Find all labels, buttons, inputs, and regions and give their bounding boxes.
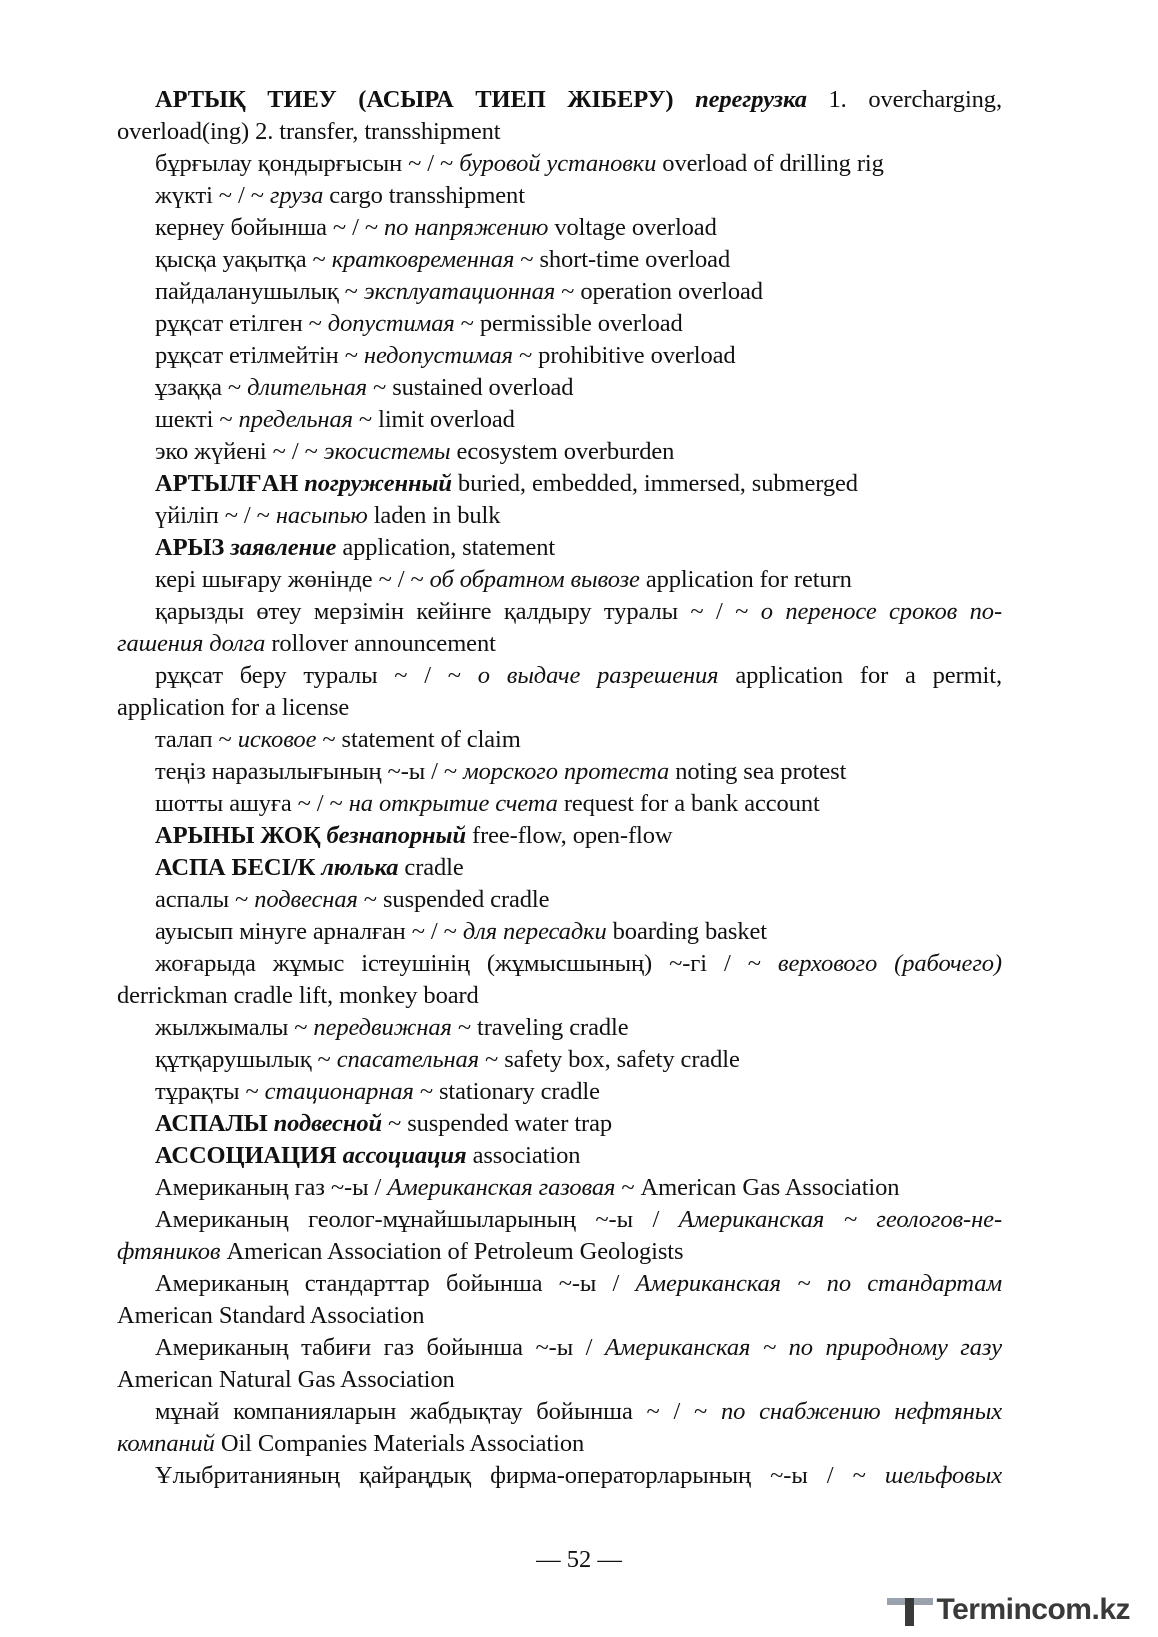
russian-term: шельфовых [884, 1462, 1002, 1489]
text-line [117, 1012, 1002, 1044]
text-line [117, 84, 1002, 116]
text-line [117, 1108, 1002, 1140]
russian-term: компаний [117, 1430, 215, 1457]
russian-term: для пересадки [462, 918, 607, 945]
translation-text: ~ statement of claim [316, 726, 521, 753]
text-line [117, 1428, 1002, 1460]
headword: АССОЦИАЦИЯ [155, 1142, 343, 1169]
text-line [117, 1076, 1002, 1108]
translation-text: boarding basket [606, 918, 767, 945]
translation-text: құтқарушылық ~ [155, 1046, 337, 1073]
russian-headword: перегрузка [695, 86, 807, 113]
text-line [117, 180, 1002, 212]
translation-text: ~ sustained overload [367, 374, 574, 401]
text-line [117, 820, 1002, 852]
russian-headword: ассоциация [342, 1142, 467, 1169]
russian-term: спасательная [336, 1046, 479, 1073]
text-line [117, 404, 1002, 436]
translation-text: rollover announcement [265, 630, 496, 657]
russian-term: фтяников [117, 1238, 221, 1265]
text-line [117, 884, 1002, 916]
text-line [117, 1332, 1002, 1364]
translation-text: buried, embedded, immersed, submerged [451, 470, 858, 497]
watermark-text: Termincom.kz [936, 1593, 1130, 1626]
headword: АРЫНЫ ЖОҚ [155, 822, 327, 849]
text-line [117, 916, 1002, 948]
text-line [117, 724, 1002, 756]
translation-text: cargo transshipment [323, 182, 525, 209]
text-line [117, 948, 1002, 980]
translation-text: кернеу бойынша ~ / ~ [155, 214, 385, 241]
russian-term: подвесная [254, 886, 358, 913]
russian-term: исковое [237, 726, 317, 753]
translation-text: laden in bulk [367, 502, 501, 529]
headword: АРТЫҚ ТИЕУ (АСЫРА ТИЕП ЖІБЕРУ) [155, 86, 696, 113]
text-line [117, 852, 1002, 884]
translation-text: ~ permissible overload [454, 310, 683, 337]
translation-text: бұрғылау қондырғысын ~ / ~ [155, 150, 460, 177]
text-line [117, 244, 1002, 276]
russian-term: Американская газовая [387, 1174, 616, 1201]
text-line [117, 564, 1002, 596]
headword: АРЫЗ [155, 534, 231, 561]
text-line [117, 1236, 1002, 1268]
text-line [117, 756, 1002, 788]
dictionary-entries [117, 84, 1002, 1492]
russian-term: эксплуатационная [363, 278, 556, 305]
translation-text: American Association of Petroleum Geologists [220, 1238, 684, 1265]
text-line [117, 276, 1002, 308]
translation-text: шекті ~ [155, 406, 239, 433]
text-line [117, 1140, 1002, 1172]
russian-term: по снабжению нефтяных [720, 1398, 1002, 1425]
text-line [117, 660, 1002, 692]
translation-text: қысқа уақытқа ~ [155, 246, 332, 273]
translation-text: жоғарыда жұмыс істеушінің (жұмысшының) ~-гі / ~ [155, 950, 778, 977]
translation-text: мұнай компанияларын жабдықтау бойынша ~ / ~ [155, 1398, 721, 1425]
russian-headword: погруженный [304, 470, 452, 497]
text-line [117, 596, 1002, 628]
translation-text: Американың стандарттар бойынша ~-ы / [155, 1270, 636, 1297]
translation-text: ~ stationary cradle [413, 1078, 600, 1105]
translation-text: American Standard Association [117, 1302, 425, 1329]
text-line [117, 1460, 1002, 1492]
translation-text: шотты ашуға ~ / ~ [155, 790, 349, 817]
text-line [117, 692, 1002, 724]
translation-text: рұқсат етілген ~ [155, 310, 328, 337]
text-line [117, 1268, 1002, 1300]
translation-text: қарызды өтеу мерзімін кейінге қалдыру туралы ~ / ~ [155, 598, 761, 625]
translation-text: рұқсат етілмейтін ~ [155, 342, 364, 369]
translation-text: тұрақты ~ [155, 1078, 265, 1105]
russian-term: стационарная [264, 1078, 414, 1105]
translation-text: request for a bank account [557, 790, 820, 817]
russian-term: на открытие счета [348, 790, 558, 817]
russian-term: предельная [238, 406, 353, 433]
russian-term: допустимая [327, 310, 455, 337]
text-line [117, 532, 1002, 564]
russian-term: Американская ~ по стандартам [635, 1270, 1002, 1297]
russian-term: буровой установки [459, 150, 657, 177]
russian-term: насыпью [275, 502, 368, 529]
text-line [117, 340, 1002, 372]
translation-text: ~ operation overload [555, 278, 763, 305]
translation-text: теңіз наразылығының ~-ы / ~ [155, 758, 464, 785]
translation-text: application for return [639, 566, 852, 593]
text-line [117, 1044, 1002, 1076]
translation-text: ~ traveling cradle [451, 1014, 629, 1041]
russian-term: об обратном вывозе [429, 566, 640, 593]
text-line [117, 1172, 1002, 1204]
text-line [117, 628, 1002, 660]
translation-text: 1. overcharging, [806, 86, 1002, 113]
text-line [117, 1204, 1002, 1236]
russian-headword: заявление [230, 534, 337, 561]
text-line [117, 436, 1002, 468]
russian-term: по напряжению [384, 214, 549, 241]
russian-term: о переносе сроков по- [760, 598, 1002, 625]
text-line [117, 1396, 1002, 1428]
translation-text: пайдаланушылық ~ [155, 278, 364, 305]
text-line [117, 148, 1002, 180]
translation-text: ecosystem overburden [450, 438, 675, 465]
text-line [117, 788, 1002, 820]
russian-term: гашения долга [117, 630, 266, 657]
text-line [117, 500, 1002, 532]
text-line [117, 1300, 1002, 1332]
translation-text: overload of drilling rig [656, 150, 884, 177]
translation-text: ~ short-time overload [514, 246, 731, 273]
text-line [117, 116, 1002, 148]
translation-text: Американың геолог-мұнайшыларының ~-ы / [155, 1206, 679, 1233]
headword: АРТЫЛҒАН [155, 470, 305, 497]
translation-text: рұқсат беру туралы ~ / ~ [155, 662, 478, 689]
translation-text: ~ limit overload [352, 406, 515, 433]
translation-text: association [466, 1142, 581, 1169]
russian-term: верхового (рабочего) [777, 950, 1002, 977]
translation-text: application, statement [336, 534, 556, 561]
translation-text: cradle [398, 854, 464, 881]
translation-text: voltage overload [548, 214, 717, 241]
translation-text: ~ suspended cradle [357, 886, 550, 913]
page-number: — 52 — [536, 1546, 622, 1573]
headword: АСПАЛЫ [155, 1110, 274, 1137]
russian-term: о выдаче разрешения [477, 662, 719, 689]
site-watermark [885, 1590, 1131, 1630]
translation-text: жүкті ~ / ~ [155, 182, 270, 209]
russian-term: Американская ~ геологов-не- [678, 1206, 1002, 1233]
translation-text: American Natural Gas Association [117, 1366, 455, 1393]
russian-term: Американская ~ по природному газу [604, 1334, 1002, 1361]
translation-text: талап ~ [155, 726, 238, 753]
translation-text: эко жүйені ~ / ~ [155, 438, 324, 465]
russian-term: недопустимая [363, 342, 513, 369]
translation-text: free-flow, open-flow [465, 822, 673, 849]
russian-term: кратковременная [331, 246, 515, 273]
russian-term: экосистемы [323, 438, 451, 465]
russian-term: груза [269, 182, 324, 209]
translation-text: application for a permit, [718, 662, 1002, 689]
headword: АСПА БЕСІ/К [155, 854, 322, 881]
translation-text: Американың табиғи газ бойынша ~-ы / [155, 1334, 605, 1361]
text-line [117, 212, 1002, 244]
translation-text: derrickman cradle lift, monkey board [117, 982, 479, 1009]
translation-text: ~ suspended water trap [382, 1110, 613, 1137]
translation-text: application for a license [117, 694, 350, 721]
translation-text: ~ American Gas Association [615, 1174, 900, 1201]
translation-text: аспалы ~ [155, 886, 255, 913]
translation-text: Американың газ ~-ы / [155, 1174, 388, 1201]
text-line [117, 980, 1002, 1012]
russian-term: передвижная [313, 1014, 452, 1041]
text-line [117, 468, 1002, 500]
russian-headword: люлька [321, 854, 399, 881]
text-line [117, 1364, 1002, 1396]
translation-text: ~ safety box, safety cradle [479, 1046, 740, 1073]
translation-text: ~ prohibitive overload [512, 342, 736, 369]
translation-text: noting sea protest [669, 758, 847, 785]
translation-text: ауысып мінуге арналған ~ / ~ [155, 918, 463, 945]
translation-text: ұзаққа ~ [155, 374, 248, 401]
translation-text: overload(ing) 2. transfer, transshipment [117, 118, 501, 145]
text-line [117, 308, 1002, 340]
russian-headword: безнапорный [326, 822, 466, 849]
translation-text: үйіліп ~ / ~ [155, 502, 276, 529]
translation-text: жылжымалы ~ [155, 1014, 314, 1041]
translation-text: Ұлыбританияның қайраңдық фирма-операторларының ~-ы / ~ [155, 1462, 885, 1489]
watermark-logo-icon [885, 1590, 937, 1630]
russian-headword: подвесной [273, 1110, 383, 1137]
russian-term: длительная [247, 374, 368, 401]
translation-text: кері шығару жөнінде ~ / ~ [155, 566, 430, 593]
translation-text: Oil Companies Materials Association [214, 1430, 585, 1457]
russian-term: морского протеста [463, 758, 670, 785]
text-line [117, 372, 1002, 404]
